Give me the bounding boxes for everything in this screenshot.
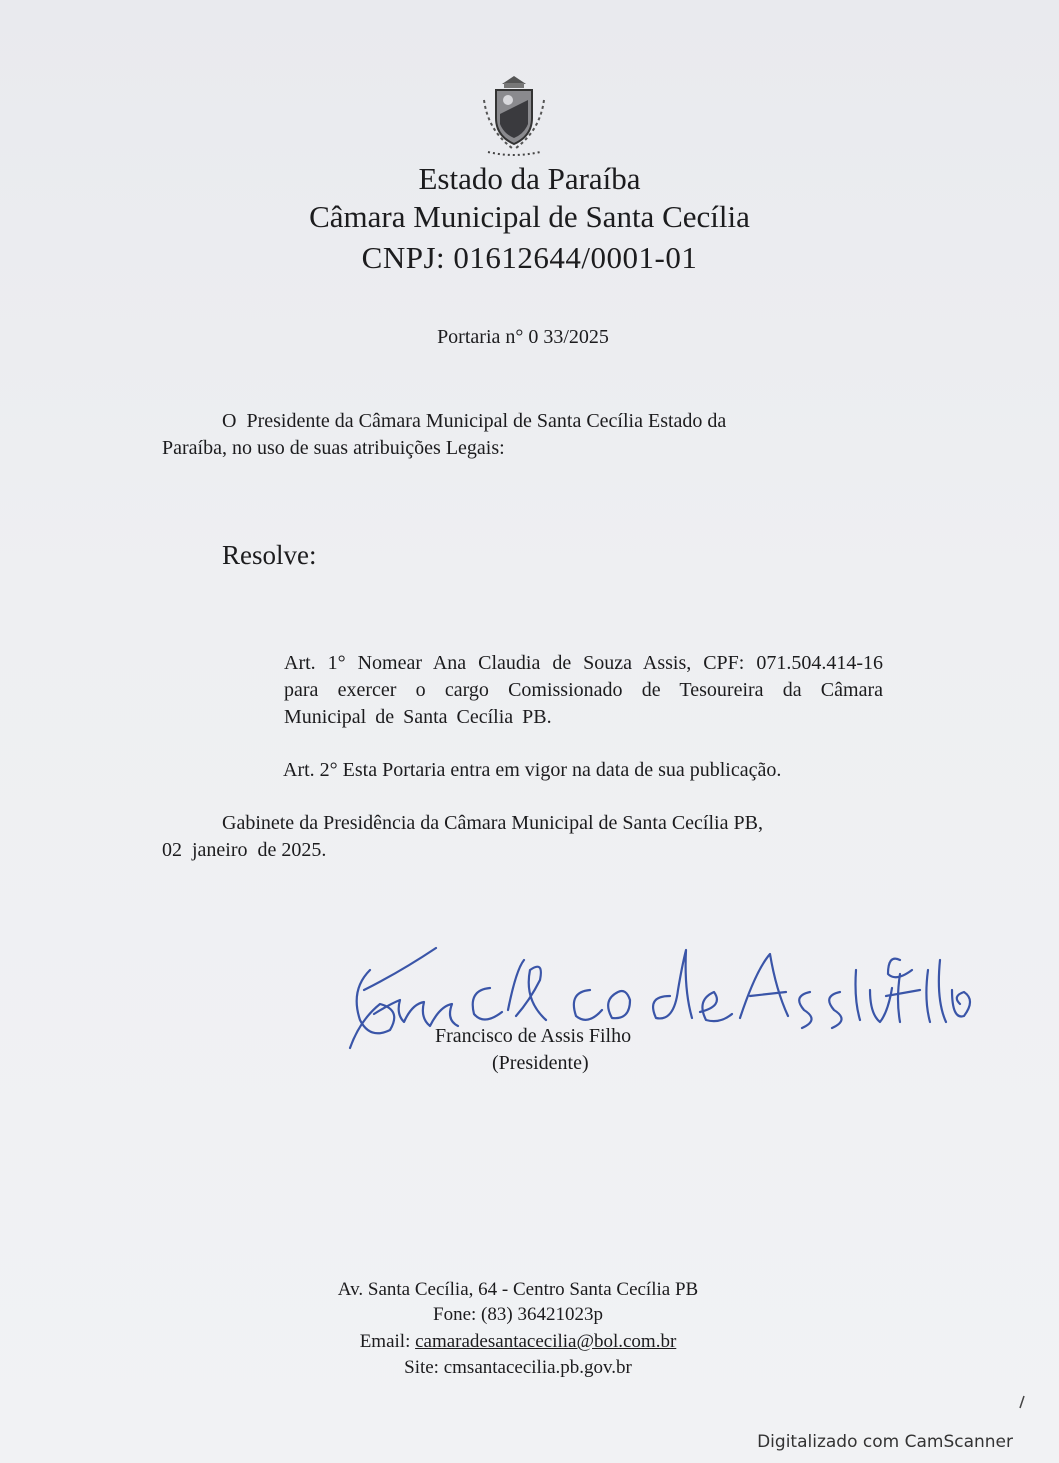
chamber-heading: Câmara Municipal de Santa Cecília [309, 199, 750, 234]
intro-line-1: O Presidente da Câmara Municipal de Santa Cecília Estado da [222, 410, 727, 432]
footer-email-label: Email: [359, 1331, 416, 1352]
signer-name: Francisco de Assis Filho [435, 1025, 632, 1047]
footer-phone: Fone: (83) 36421023p [433, 1304, 603, 1325]
footer-email-link[interactable]: camaradesantacecilia@bol.com.br [415, 1331, 677, 1352]
article-2: Art. 2° Esta Portaria entra em vigor na data de sua publicação. [283, 759, 782, 781]
state-heading: Estado da Paraíba [418, 161, 641, 196]
article-1 [162, 650, 883, 731]
footer-address: Av. Santa Cecília, 64 - Centro Santa Cecília PB [337, 1279, 699, 1300]
closing-line-1: Gabinete da Presidência da Câmara Municipal de Santa Cecília PB, [222, 812, 763, 834]
signer-role: (Presidente) [492, 1052, 589, 1074]
camscanner-watermark: Digitalizado com CamScanner [757, 1432, 1013, 1452]
resolve-heading: Resolve: [222, 540, 317, 570]
footer-email [0, 1328, 1036, 1355]
closing-line-2: 02 janeiro de 2025. [162, 839, 327, 861]
intro-line-2: Paraíba, no uso de suas atribuições Legais: [162, 437, 505, 459]
municipal-coat-of-arms-icon [474, 70, 554, 160]
article-1-text: Art. 1° Nomear Ana Claudia de Souza Assis, CPF: 071.504.414-16 para exercer o cargo Comissionado de Tesoureira da Câmara Municipal de Santa Cecília PB. [284, 652, 883, 728]
intro-paragraph [162, 408, 862, 462]
portaria-title: Portaria n° 0 33/2025 [437, 326, 609, 348]
closing-paragraph [162, 810, 882, 864]
footer-site: Site: cmsantacecilia.pb.gov.br [404, 1357, 632, 1378]
cnpj-heading: CNPJ: 01612644/0001-01 [361, 240, 698, 275]
scan-speck-icon [1018, 1395, 1026, 1409]
